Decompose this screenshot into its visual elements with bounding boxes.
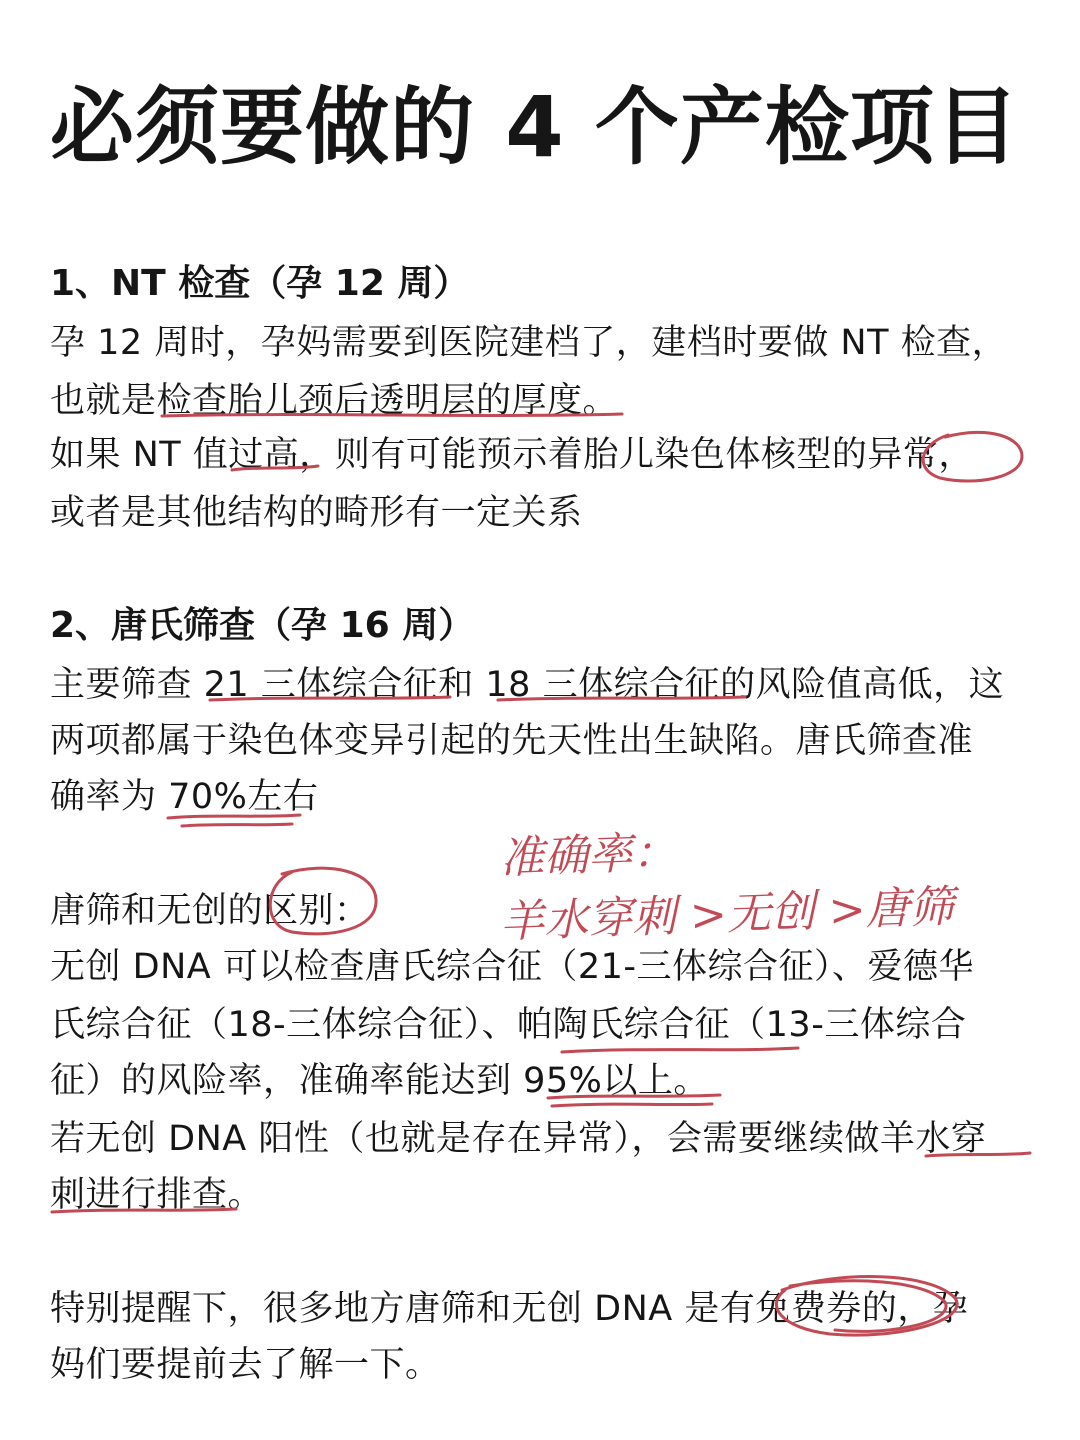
paragraph-line: 若无创 DNA 阳性（也就是存在异常），会需要继续做羊水穿 <box>50 1119 987 1159</box>
section-heading-nt: 1、NT 检查（孕 12 周） <box>50 263 470 304</box>
paragraph-line: 氏综合征（18-三体综合征）、帕陶氏综合征（13-三体综合 <box>50 1005 967 1045</box>
paragraph-line: 主要筛查 21 三体综合征和 18 三体综合征的风险值高低，这 <box>50 665 1005 705</box>
paragraph-line: 妈们要提前去了解一下。 <box>50 1345 441 1385</box>
paragraph-line: 两项都属于染色体变异引起的先天性出生缺陷。唐氏筛查准 <box>50 721 974 761</box>
paragraph-line: 特别提醒下，很多地方唐筛和无创 DNA 是有免费券的，孕 <box>50 1289 969 1329</box>
paragraph-line: 征）的风险率，准确率能达到 95%以上。 <box>50 1061 709 1101</box>
paragraph-line: 孕 12 周时，孕妈需要到医院建档了，建档时要做 NT 检查， <box>50 323 1008 363</box>
page-title: 必须要做的 4 个产检项目 <box>50 78 1020 176</box>
handwritten-note-ranking: 羊水穿刺 >无创 >唐筛 <box>499 881 955 948</box>
section-heading-difference: 唐筛和无创的区别： <box>50 891 370 931</box>
handwritten-note-accuracy: 准确率： <box>499 826 677 884</box>
paragraph-line: 无创 DNA 可以检查唐氏综合征（21-三体综合征）、爱德华 <box>50 947 974 987</box>
paragraph-line: 确率为 70%左右 <box>50 777 319 817</box>
section-heading-down-screening: 2、唐氏筛查（孕 16 周） <box>50 605 475 646</box>
paragraph-line: 如果 NT 值过高，则有可能预示着胎儿染色体核型的异常， <box>50 435 974 475</box>
paragraph-line: 刺进行排查。 <box>50 1175 264 1215</box>
paragraph-line: 或者是其他结构的畸形有一定关系 <box>50 493 583 533</box>
paragraph-line: 也就是检查胎儿颈后透明层的厚度。 <box>50 381 619 421</box>
